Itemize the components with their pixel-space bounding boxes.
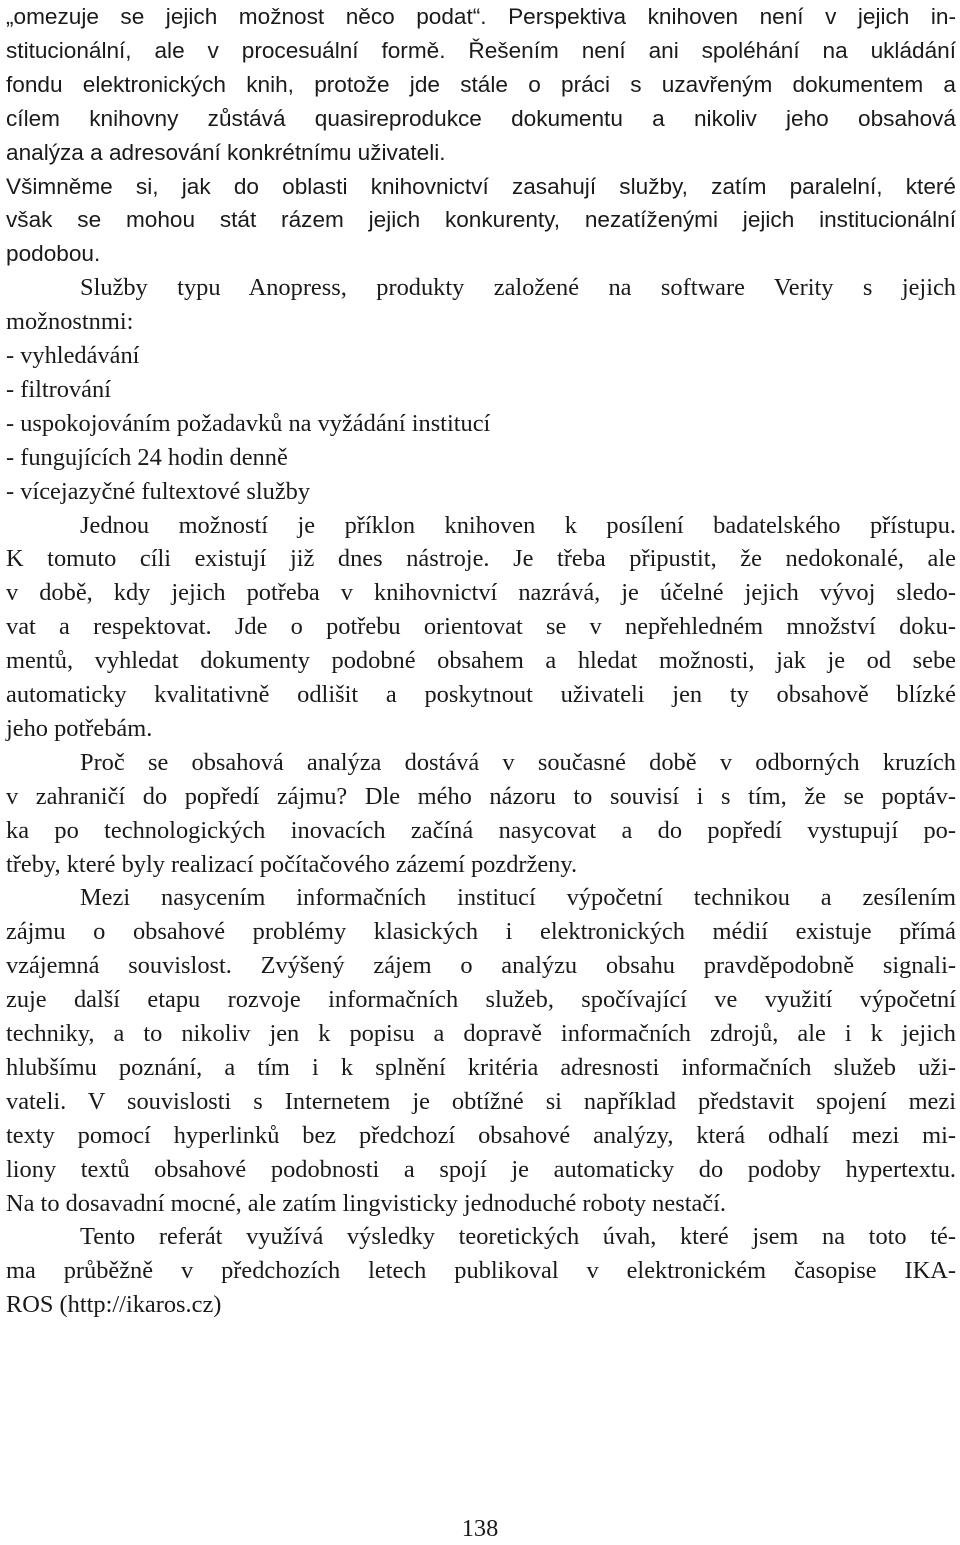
text-line: „omezuje se jejich možnost něco podat“. Perspektiva knihoven není v jejich in-	[6, 4, 956, 29]
text-line: fondu elektronických knih, protože jde stále o práci s uzavřeným dokumentem a	[6, 71, 956, 97]
text-line: hlubšímu poznání, a tím i k splnění kritéria adresnosti informačních služeb uži-	[6, 1053, 956, 1081]
text-line: Na to dosavadní mocné, ale zatím lingvisticky jednoduché roboty nestačí.	[6, 1189, 727, 1217]
text-line: v zahraničí do popředí zájmu? Dle mého názoru to souvisí i s tím, že se poptáv-	[6, 782, 956, 810]
page-number: 138	[461, 1515, 499, 1542]
text-line: ka po technologických inovacích začíná nasycovat a do popředí vystupují po-	[6, 816, 956, 844]
text-line: Služby typu Anopress, produkty založené na software Verity s jejich	[80, 274, 956, 302]
text-line: - uspokojováním požadavků na vyžádání institucí	[6, 409, 491, 437]
text-line: stitucionální, ale v procesuální formě. Řešením není ani spoléhání na ukládání	[6, 37, 956, 63]
text-line: Všimněme si, jak do oblasti knihovnictví zasahují služby, zatím paralelní, které	[6, 173, 956, 199]
text-line: podobou.	[6, 241, 101, 267]
text-line: automaticky kvalitativně odlišit a poskytnout uživateli jen ty obsahově blízké	[6, 681, 956, 708]
text-line: ma průběžně v předchozích letech publikoval v elektronickém časopise IKA-	[6, 1257, 956, 1285]
text-line: Tento referát využívá výsledky teoretických úvah, které jsem na toto té-	[80, 1223, 956, 1251]
text-line: třeby, které byly realizací počítačového zázemí pozdrženy.	[6, 850, 578, 878]
text-line: však se mohou stát rázem jejich konkurenty, nezatíženými jejich institucionální	[6, 207, 956, 233]
text-line: zájmu o obsahové problémy klasických i elektronických médií existuje přímá	[6, 918, 956, 946]
text-line: - filtrování	[6, 375, 111, 403]
text-line: mentů, vyhledat dokumenty podobné obsahem a hledat možnosti, jak je od sebe	[6, 647, 956, 675]
text-line: zuje další etapu rozvoje informačních služeb, spočívající ve využití výpočetní	[6, 986, 956, 1014]
text-line: Mezi nasycením informačních institucí výpočetní technikou a zesílením	[80, 884, 956, 912]
text-line: cílem knihovny zůstává quasireprodukce dokumentu a nikoliv jeho obsahová	[6, 105, 956, 131]
text-line: vat a respektovat. Jde o potřebu orientovat se v nepřehledném množství doku-	[6, 613, 956, 641]
text-line: - fungujících 24 hodin denně	[6, 443, 288, 471]
text-line: vzájemná souvislost. Zvýšený zájem o analýzu obsahu pravděpodobně signali-	[6, 952, 956, 980]
text-line: vateli. V souvislosti s Internetem je obtížné si například představit spojení mezi	[6, 1087, 956, 1115]
text-line: texty pomocí hyperlinků bez předchozí obsahové analýzy, která odhalí mezi mi-	[6, 1121, 956, 1149]
text-line: techniky, a to nikoliv jen k popisu a dopravě informačních zdrojů, ale i k jejich	[6, 1020, 956, 1047]
text-line: - vícejazyčné fultextové služby	[6, 477, 311, 505]
text-line: - vyhledávání	[6, 342, 140, 369]
text-line: K tomuto cíli existují již dnes nástroje. Je třeba připustit, že nedokonalé, ale	[6, 545, 956, 573]
text-line: možnostnmi:	[6, 308, 134, 336]
text-line: analýza a adresování konkrétnímu uživateli.	[6, 139, 446, 165]
text-line: Proč se obsahová analýza dostává v současné době v odborných kruzích	[80, 748, 956, 776]
text-line: Jednou možností je příklon knihoven k posílení badatelského přístupu.	[80, 511, 956, 539]
text-line: jeho potřebám.	[6, 714, 153, 742]
text-line: liony textů obsahové podobnosti a spojí je automaticky do podoby hypertextu.	[6, 1155, 956, 1183]
text-line: ROS (http://ikaros.cz)	[6, 1291, 222, 1319]
text-line: v době, kdy jejich potřeba v knihovnictví nazrává, je účelné jejich vývoj sledo-	[6, 579, 956, 607]
